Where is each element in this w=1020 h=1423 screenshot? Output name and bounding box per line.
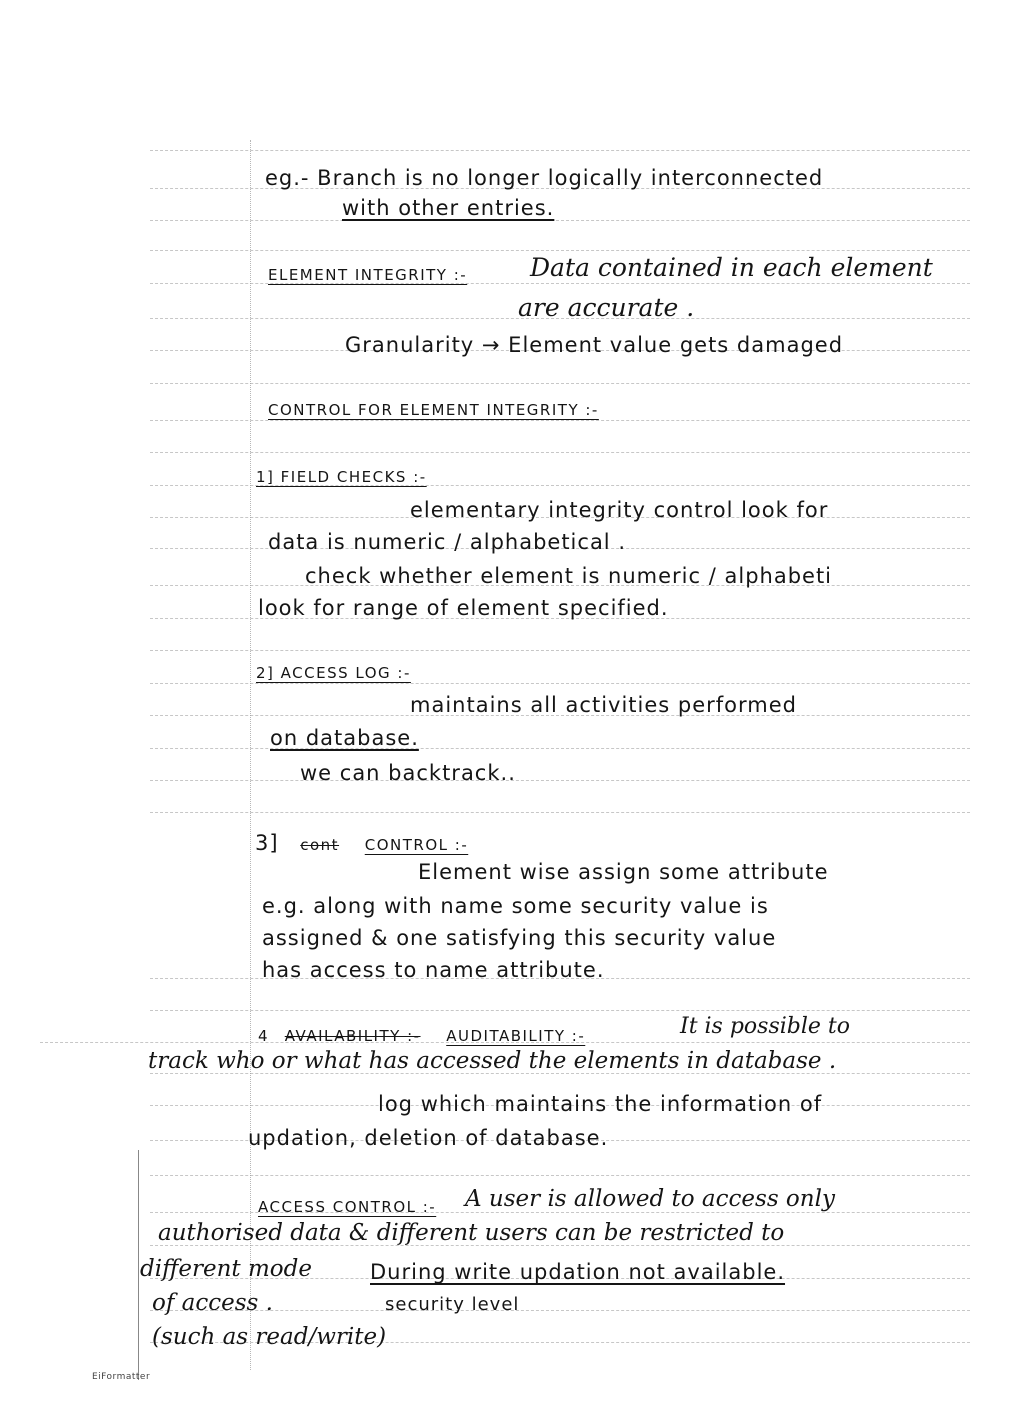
heading-field-checks: 1] FIELD CHECKS :- bbox=[256, 468, 427, 486]
definition-text: are accurate . bbox=[518, 293, 695, 322]
ruled-line bbox=[150, 452, 970, 453]
note-line: has access to name attribute. bbox=[262, 958, 605, 982]
ruled-line bbox=[150, 1310, 970, 1311]
heading-control: 3] cont CONTROL :- bbox=[255, 831, 469, 855]
heading-auditability: 4 AVAILABILITY :- AUDITABILITY :- bbox=[258, 1027, 586, 1045]
ruled-line bbox=[150, 420, 970, 421]
note-text: eg.- Branch is no longer logically interconnected bbox=[265, 166, 824, 190]
note-line: updation, deletion of database. bbox=[248, 1126, 609, 1150]
heading-access-log: 2] ACCESS LOG :- bbox=[256, 664, 411, 682]
ruled-line bbox=[150, 1010, 970, 1011]
note-line: maintains all activities performed bbox=[410, 693, 797, 717]
definition-text: (such as read/write) bbox=[152, 1324, 387, 1350]
ruled-line bbox=[150, 220, 970, 221]
definition-text: Data contained in each element bbox=[530, 253, 933, 282]
heading-element-integrity: ELEMENT INTEGRITY :- bbox=[268, 266, 468, 284]
definition-text: authorised data & different users can be restricted to bbox=[158, 1220, 785, 1246]
definition-text: A user is allowed to access only bbox=[465, 1186, 835, 1212]
note-line: elementary integrity control look for bbox=[410, 498, 829, 522]
note-line: security level bbox=[385, 1294, 520, 1315]
ruled-line bbox=[150, 683, 970, 684]
example-line bbox=[265, 168, 823, 189]
note-line: During write updation not available. bbox=[370, 1260, 786, 1284]
ruled-line bbox=[150, 780, 970, 781]
note-line: we can backtrack.. bbox=[300, 761, 516, 785]
note-line: log which maintains the information of bbox=[378, 1092, 823, 1116]
note-line: assigned & one satisfying this security value bbox=[262, 926, 777, 950]
note-line: check whether element is numeric / alphabeti bbox=[305, 564, 833, 588]
definition-text: different mode bbox=[140, 1256, 312, 1282]
granularity-note: Granularity → Element value gets damaged bbox=[345, 333, 844, 357]
definition-text: track who or what has accessed the elements in database . bbox=[148, 1048, 837, 1074]
note-line bbox=[342, 198, 554, 219]
ruled-line bbox=[150, 812, 970, 813]
heading-control-element-integrity: CONTROL FOR ELEMENT INTEGRITY :- bbox=[268, 401, 599, 419]
note-line: data is numeric / alphabetical . bbox=[268, 530, 626, 554]
scanner-watermark: EiFormatter bbox=[92, 1372, 151, 1382]
note-line: look for range of element specified. bbox=[258, 596, 669, 620]
definition-text: It is possible to bbox=[680, 1014, 851, 1039]
definition-text: of access . bbox=[152, 1290, 273, 1316]
ruled-line bbox=[150, 650, 970, 651]
note-text: with other entries. bbox=[342, 196, 555, 220]
ruled-line bbox=[150, 1175, 970, 1176]
margin-line bbox=[250, 140, 251, 1370]
note-line: Element wise assign some attribute bbox=[418, 860, 829, 884]
ruled-line bbox=[150, 250, 970, 251]
ruled-line bbox=[150, 383, 970, 384]
ruled-line bbox=[150, 150, 970, 151]
left-margin-line bbox=[138, 1150, 139, 1380]
note-line: on database. bbox=[270, 726, 419, 750]
heading-access-control: ACCESS CONTROL :- bbox=[258, 1198, 437, 1216]
note-line: e.g. along with name some security value is bbox=[262, 894, 769, 918]
